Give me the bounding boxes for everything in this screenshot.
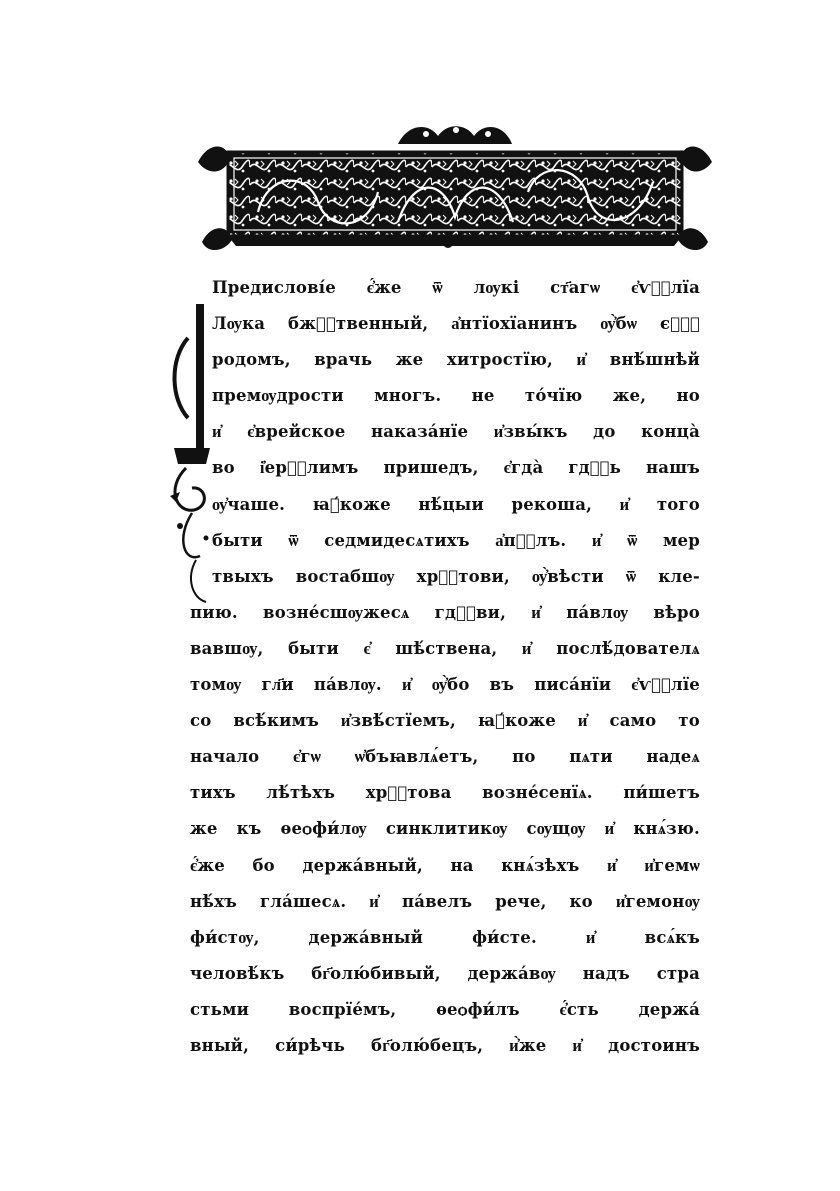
- word: томѹ: [190, 675, 242, 695]
- word: ѿ: [627, 530, 638, 550]
- word: хрⷭ҇това: [365, 783, 452, 803]
- word: фи́стѹ,: [190, 927, 260, 947]
- word: бг҃олю́бецъ,: [370, 1035, 484, 1055]
- word: є҆ѵⷢ҇лїа: [631, 278, 700, 297]
- word: востабшѹ: [295, 566, 395, 586]
- word: достоинъ: [608, 1035, 700, 1055]
- word: и҆гемѡ: [644, 855, 700, 875]
- word: хрⷭ҇тови,: [416, 566, 510, 586]
- word: Предислові́е: [212, 278, 336, 297]
- word: ѿ: [432, 278, 443, 297]
- word: и҆: [369, 891, 379, 911]
- word: само: [609, 711, 657, 731]
- word: вавшѹ,: [190, 638, 264, 658]
- word: вный,: [190, 1035, 250, 1055]
- word: є҆гда̀: [503, 458, 544, 478]
- word: во: [212, 458, 235, 478]
- word: ѳеѻфи́лъ: [436, 999, 520, 1019]
- word: фи́сте.: [472, 927, 537, 947]
- word: ꙗ҆́коже: [312, 494, 391, 514]
- word: па́влѹ: [566, 602, 629, 622]
- word: ѿ: [625, 566, 637, 586]
- word: ѡ҆бъꙗвлѧ́етъ,: [354, 747, 479, 767]
- word: бжⷭ҇твенный,: [288, 314, 429, 334]
- word: а҆пⷭ҇лъ.: [495, 530, 567, 550]
- word: лѣ́тѣхъ: [266, 783, 336, 803]
- text-line: [190, 1028, 700, 1064]
- text-line: [190, 775, 700, 811]
- word: синклитикѹ: [385, 819, 508, 839]
- word: є҆ⷭ҇: [660, 314, 700, 334]
- word: кнѧ́зю.: [633, 819, 700, 839]
- word: и҆: [531, 602, 541, 622]
- word: и҆: [521, 638, 532, 658]
- floral-headpiece-icon: [198, 122, 712, 254]
- word: є҆врейское: [247, 422, 346, 442]
- word: же: [395, 350, 424, 370]
- word: всѣ́кимъ: [233, 711, 320, 731]
- word: нѣ́хъ: [190, 891, 237, 911]
- word: ѹ҆чаше.: [212, 494, 286, 514]
- word: кле-: [658, 566, 700, 586]
- word: нѣ́цыи: [418, 494, 484, 514]
- word: же,: [612, 386, 647, 406]
- word: ѳеѻфи́лѹ: [280, 819, 367, 839]
- word: врачь: [314, 350, 373, 370]
- word: родомъ,: [212, 350, 291, 370]
- word: держа́вный: [308, 927, 424, 947]
- word: послѣ́дователѧ: [556, 638, 700, 658]
- word: мер: [663, 530, 700, 550]
- text-line: [190, 992, 700, 1028]
- word: є҆́сть: [559, 999, 599, 1019]
- text-line: [190, 559, 700, 595]
- text-line: [190, 306, 700, 342]
- word: то́чїю: [524, 386, 583, 406]
- word: гдⷭ҇ви,: [434, 602, 507, 622]
- word: лѹкі: [473, 278, 520, 297]
- text-line: [190, 811, 700, 847]
- text-line: [190, 956, 700, 992]
- word: гла́шесѧ.: [259, 891, 347, 911]
- word: є҆: [363, 638, 371, 658]
- word: седмидесѧтихъ: [324, 530, 470, 550]
- word: воспрїе́мъ,: [288, 999, 397, 1019]
- word: конца̀: [641, 422, 700, 442]
- text-line: [190, 270, 700, 306]
- word: начало: [190, 747, 260, 767]
- word: па́велъ: [401, 891, 473, 911]
- word: вѣро: [653, 602, 700, 622]
- text-line: [190, 848, 700, 884]
- word: си́рѣчь: [275, 1035, 345, 1055]
- word: бг҃олю́бивый,: [311, 963, 441, 983]
- word: надъ: [582, 963, 630, 983]
- word: къ: [236, 819, 262, 839]
- word: и҆: [401, 675, 412, 695]
- word: писа́нїи: [534, 675, 612, 695]
- word: и҆: [576, 350, 587, 370]
- word: стьми: [190, 999, 250, 1019]
- text-line: [190, 523, 700, 559]
- word: и҆: [604, 819, 615, 839]
- word: бо: [252, 855, 275, 875]
- word: надеѧ: [646, 747, 700, 767]
- word: твыхъ: [212, 566, 274, 586]
- word: ко: [569, 891, 593, 911]
- word: кнѧ́зѣхъ: [501, 855, 580, 875]
- word: нашъ: [646, 458, 700, 478]
- text-line: [190, 487, 700, 523]
- word: ѹ҆̀бѡ: [600, 314, 638, 334]
- text-line: [190, 920, 700, 956]
- word: быти: [212, 530, 263, 550]
- word: и҆: [572, 1035, 583, 1055]
- word: є҆́же: [190, 855, 225, 875]
- word: возне́сенїѧ.: [482, 783, 593, 803]
- text-line: [190, 595, 700, 631]
- word: ѹ҆̀вѣсти: [531, 566, 604, 586]
- word: па́влѹ.: [313, 675, 382, 695]
- text-line: [190, 884, 700, 920]
- word: же: [190, 819, 218, 839]
- word: со: [190, 711, 212, 731]
- word: держа́вѹ: [467, 963, 556, 983]
- text-line: [190, 667, 700, 703]
- word: рече,: [495, 891, 547, 911]
- text-line: [190, 342, 700, 378]
- word: и҆: [607, 855, 617, 875]
- word: на: [450, 855, 474, 875]
- word: не: [471, 386, 495, 406]
- text-line: [190, 703, 700, 739]
- word: и҆: [619, 494, 630, 514]
- text-block: [190, 270, 700, 1064]
- word: гдⷭ҇ь: [568, 458, 622, 478]
- word: и҆: [585, 927, 596, 947]
- word: є҆гѡ: [293, 747, 322, 767]
- text-line: [190, 378, 700, 414]
- word: въ: [489, 675, 515, 695]
- text-line: [190, 450, 700, 486]
- word: тихъ: [190, 783, 236, 803]
- word: пи́шетъ: [623, 783, 700, 803]
- word: а҆нтїохїанинъ: [451, 314, 578, 334]
- word: быти: [288, 638, 339, 658]
- word: стра: [656, 963, 700, 983]
- word: и҆звы́къ: [493, 422, 568, 442]
- word: і҆ерⷭ҇лимъ: [259, 458, 359, 478]
- word: премѹдрости: [212, 386, 344, 406]
- text-line: [190, 631, 700, 667]
- word: сѹщѹ: [526, 819, 586, 839]
- word: и҆звѣ́стїемъ,: [340, 711, 456, 731]
- word: ст҃агѡ: [550, 278, 601, 297]
- word: ѿ: [288, 530, 299, 550]
- word: пришедъ,: [383, 458, 479, 478]
- word: того: [656, 494, 700, 514]
- word: Лѹка: [212, 314, 266, 334]
- word: по: [512, 747, 536, 767]
- word: держа́вный,: [302, 855, 423, 875]
- word: всѧ́къ: [644, 927, 700, 947]
- word: шѣ́ствена,: [395, 638, 498, 658]
- text-line: [190, 739, 700, 775]
- word: рекоша,: [511, 494, 593, 514]
- word: и҆: [577, 711, 588, 731]
- word: є҆ѵⷢ҇лїе: [631, 675, 700, 695]
- word: и҆: [591, 530, 602, 550]
- word: ꙗ҆́коже: [477, 711, 556, 731]
- word: то: [678, 711, 700, 731]
- word: пию.: [190, 602, 238, 622]
- word: человѣ́къ: [190, 963, 285, 983]
- word: гл҃и: [261, 675, 294, 695]
- word: пѧти: [569, 747, 613, 767]
- word: держа́: [638, 999, 700, 1019]
- word: внѣ́шнѣй: [609, 350, 700, 370]
- word: возне́сшѹжесѧ: [263, 602, 410, 622]
- word: ѹ҆̀бо: [431, 675, 470, 695]
- word: наказа́нїе: [370, 422, 469, 442]
- word: и҆̀же: [509, 1035, 547, 1055]
- word: и҆гемонѹ: [615, 891, 700, 911]
- word: до: [593, 422, 616, 442]
- word: хитростїю,: [446, 350, 553, 370]
- word: но: [676, 386, 700, 406]
- word: є҆́же: [366, 278, 402, 297]
- word: многъ.: [374, 386, 442, 406]
- text-line: [190, 414, 700, 450]
- word: и҆: [212, 422, 222, 442]
